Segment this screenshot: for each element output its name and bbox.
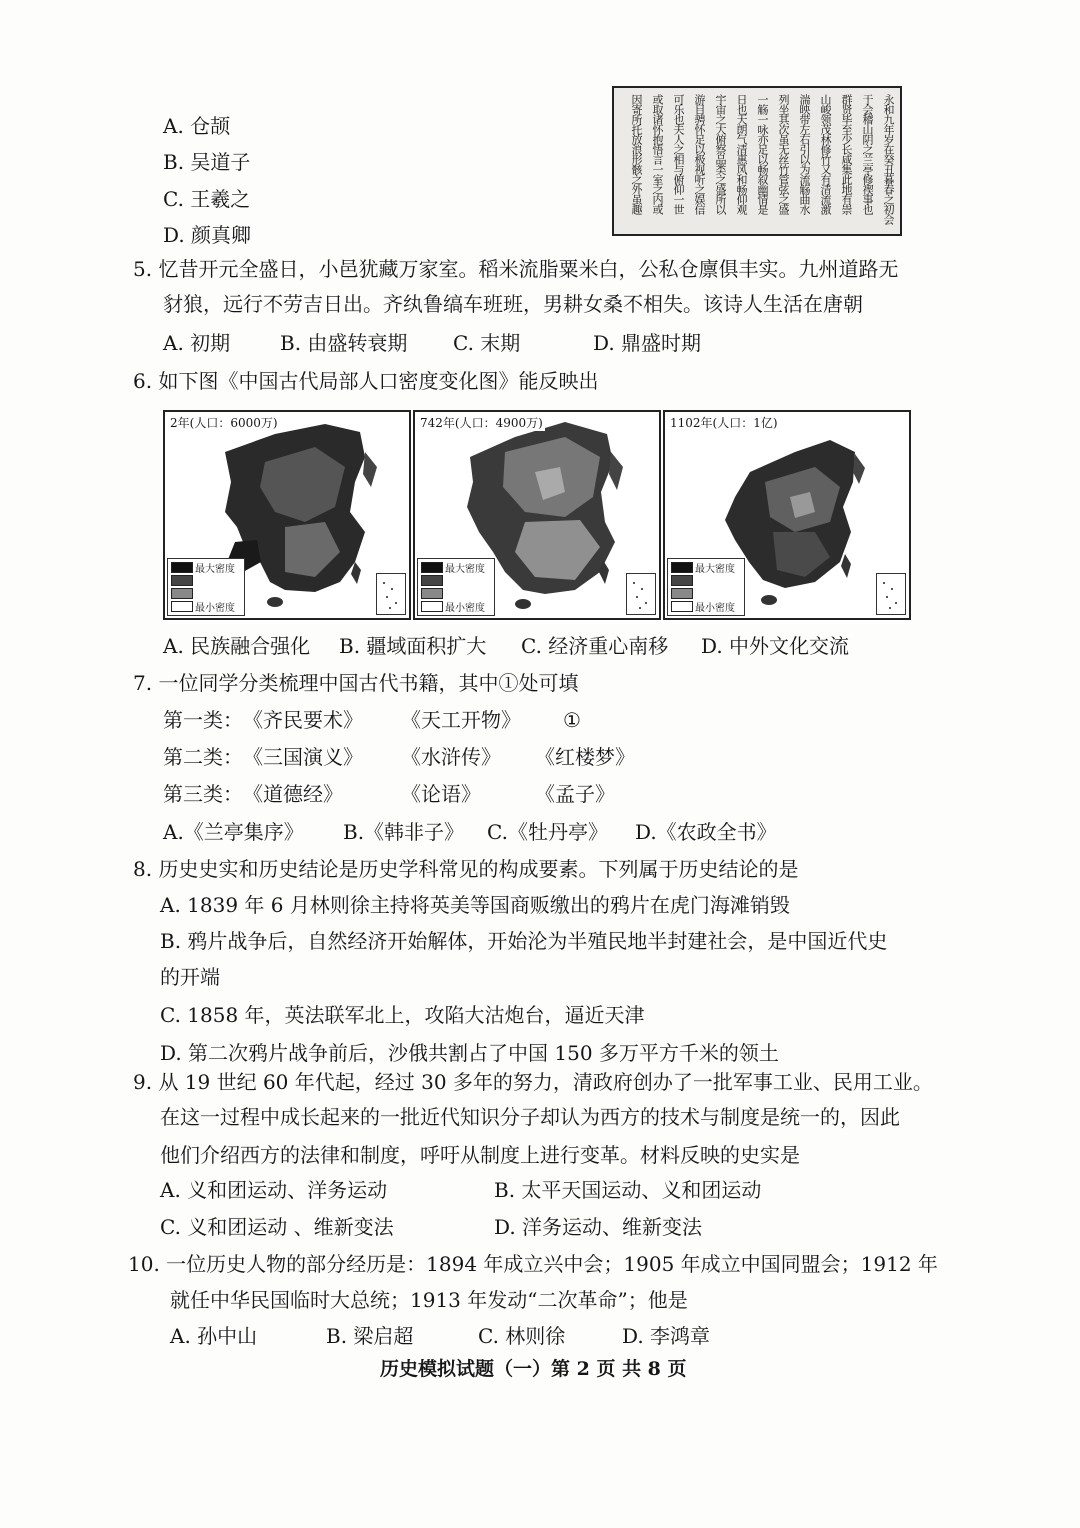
q8-option-c[interactable]: C. 1858 年，英法联军北上，攻陷大沽炮台，逼近天津 — [160, 1003, 645, 1027]
legend-min-label: 最小密度 — [445, 603, 485, 614]
q5-stem-line2: 豺狼，远行不劳吉日出。齐纨鲁缟车班班，男耕女桑不相失。该诗人生活在唐朝 — [163, 292, 863, 316]
q8-option-a[interactable]: A. 1839 年 6 月林则徐主持将英美等国商贩缴出的鸦片在虎门海滩销毁 — [160, 893, 790, 917]
calligraphy-column: 群贤毕至少长咸集此地有崇 — [840, 94, 853, 214]
q9-stem-line1: 9. 从 19 世纪 60 年代起，经过 30 多年的努力，清政府创办了一批军事工业、民用工业。 — [133, 1070, 933, 1094]
q7-book: 《红楼梦》 — [535, 745, 635, 769]
south-china-sea-inset — [376, 573, 406, 615]
q6-option-d[interactable]: D. 中外文化交流 — [701, 634, 850, 658]
q7-book: 《水浒传》 — [401, 745, 501, 769]
q7-option-c[interactable]: C.《牡丹亭》 — [487, 820, 608, 844]
calligraphy-column: 山峻领茂林修竹又有清流激 — [819, 94, 832, 214]
q7-book: 《论语》 — [401, 782, 481, 806]
q6-option-b[interactable]: B. 疆域面积扩大 — [339, 634, 487, 658]
q8-option-d[interactable]: D. 第二次鸦片战争前后，沙俄共割占了中国 150 多万平方千米的领土 — [160, 1041, 779, 1065]
q7-option-d[interactable]: D.《农政全书》 — [635, 820, 777, 844]
density-map-742ad — [413, 410, 661, 620]
density-map-2ad — [163, 410, 411, 620]
q10-option-d[interactable]: D. 李鸿章 — [622, 1324, 711, 1348]
map-legend — [417, 558, 495, 616]
q7-book: 《齐民要术》 — [243, 708, 363, 732]
q4-option-c[interactable]: C. 王羲之 — [163, 187, 251, 211]
q8-option-b[interactable]: B. 鸦片战争后，自然经济开始解体，开始沦为半殖民地半封建社会，是中国近代史 — [160, 929, 888, 953]
q7-row-label: 第三类： — [163, 782, 243, 806]
q5-option-c[interactable]: C. 末期 — [453, 331, 521, 355]
legend-max-label: 最大密度 — [445, 564, 485, 575]
page-footer: 历史模拟试题（一）第 2 页 共 8 页 — [380, 1358, 687, 1380]
q5-stem-line1: 5. 忆昔开元全盛日，小邑犹藏万家室。稻米流脂粟米白，公私仓廪俱丰实。九州道路无 — [133, 257, 899, 281]
south-china-sea-inset — [876, 573, 906, 615]
q10-option-a[interactable]: A. 孙中山 — [170, 1324, 258, 1348]
calligraphy-column: 列坐其次虽无丝竹管弦之盛 — [777, 94, 790, 214]
q10-stem-line1: 10. 一位历史人物的部分经历是：1894 年成立兴中会；1905 年成立中国同盟会；1912 年 — [128, 1252, 938, 1276]
calligraphy-column: 湍映带左右引以为流觞曲水 — [798, 94, 811, 214]
map-legend — [667, 558, 745, 616]
q5-option-d[interactable]: D. 鼎盛时期 — [593, 331, 702, 355]
map-caption: 1102年(人口：1亿) — [670, 416, 778, 430]
q6-option-a[interactable]: A. 民族融合强化 — [163, 634, 311, 658]
q7-option-b[interactable]: B.《韩非子》 — [343, 820, 465, 844]
q6-option-c[interactable]: C. 经济重心南移 — [521, 634, 669, 658]
legend-min-label: 最小密度 — [695, 603, 735, 614]
q7-book: 《三国演义》 — [243, 745, 363, 769]
calligraphy-column: 可乐也夫人之相与俯仰一世 — [672, 94, 685, 214]
q7-row-label: 第二类： — [163, 745, 243, 769]
q9-option-b[interactable]: B. 太平天国运动、义和团运动 — [494, 1178, 762, 1202]
q7-option-a[interactable]: A.《兰亭集序》 — [163, 820, 304, 844]
calligraphy-column: 永和九年岁在癸丑暮春之初会 — [882, 94, 895, 224]
q9-option-a[interactable]: A. 义和团运动、洋务运动 — [160, 1178, 388, 1202]
q7-book: 《孟子》 — [535, 782, 615, 806]
calligraphy-column: 或取诸怀抱悟言一室之内或 — [651, 94, 664, 214]
q10-stem-line2: 就任中华民国临时大总统；1913 年发动“二次革命”；他是 — [170, 1288, 688, 1312]
q4-option-b[interactable]: B. 吴道子 — [163, 150, 251, 174]
calligraphy-column: 宇宙之大俯察品类之盛所以 — [714, 94, 727, 214]
q7-book: 《天工开物》 — [401, 708, 521, 732]
map-caption: 2年(人口：6000万) — [170, 416, 278, 430]
calligraphy-column: 日也天朗气清惠风和畅仰观 — [735, 94, 748, 214]
q4-option-a[interactable]: A. 仓颉 — [163, 114, 231, 138]
q9-stem-line3: 他们介绍西方的法律和制度，呼吁从制度上进行变革。材料反映的史实是 — [160, 1143, 800, 1167]
q6-stem: 6. 如下图《中国古代局部人口密度变化图》能反映出 — [133, 369, 599, 393]
q9-option-d[interactable]: D. 洋务运动、维新变法 — [494, 1215, 703, 1239]
q9-option-c[interactable]: C. 义和团运动 、维新变法 — [160, 1215, 394, 1239]
legend-max-label: 最大密度 — [695, 564, 735, 575]
calligraphy-column: 一觞一咏亦足以畅叙幽情是 — [756, 94, 769, 214]
q9-stem-line2: 在这一过程中成长起来的一批近代知识分子却认为西方的技术与制度是统一的，因此 — [160, 1105, 900, 1129]
map-caption: 742年(人口：4900万) — [420, 416, 543, 430]
q8-stem: 8. 历史史实和历史结论是历史学科常见的构成要素。下列属于历史结论的是 — [133, 857, 799, 881]
q8-option-b-cont: 的开端 — [160, 965, 220, 989]
q5-option-b[interactable]: B. 由盛转衰期 — [280, 331, 408, 355]
calligraphy-image — [612, 86, 902, 236]
calligraphy-column: 游目骋怀足以极视听之娱信 — [693, 94, 706, 214]
q7-book: 《道德经》 — [243, 782, 343, 806]
density-map-1102ad — [663, 410, 911, 620]
q10-option-b[interactable]: B. 梁启超 — [326, 1324, 414, 1348]
map-legend — [167, 558, 245, 616]
q5-option-a[interactable]: A. 初期 — [163, 331, 231, 355]
q7-blank-marker: ① — [563, 708, 581, 732]
legend-max-label: 最大密度 — [195, 564, 235, 575]
south-china-sea-inset — [626, 573, 656, 615]
population-density-maps — [163, 410, 913, 618]
q7-row-label: 第一类： — [163, 708, 243, 732]
q10-option-c[interactable]: C. 林则徐 — [478, 1324, 566, 1348]
q4-option-d[interactable]: D. 颜真卿 — [163, 223, 252, 247]
legend-min-label: 最小密度 — [195, 603, 235, 614]
calligraphy-column: 因寄所托放浪形骸之外虽趣 — [630, 94, 643, 214]
calligraphy-column: 于会稽山阴之兰亭修禊事也 — [861, 94, 874, 214]
q7-stem: 7. 一位同学分类梳理中国古代书籍，其中①处可填 — [133, 671, 579, 695]
